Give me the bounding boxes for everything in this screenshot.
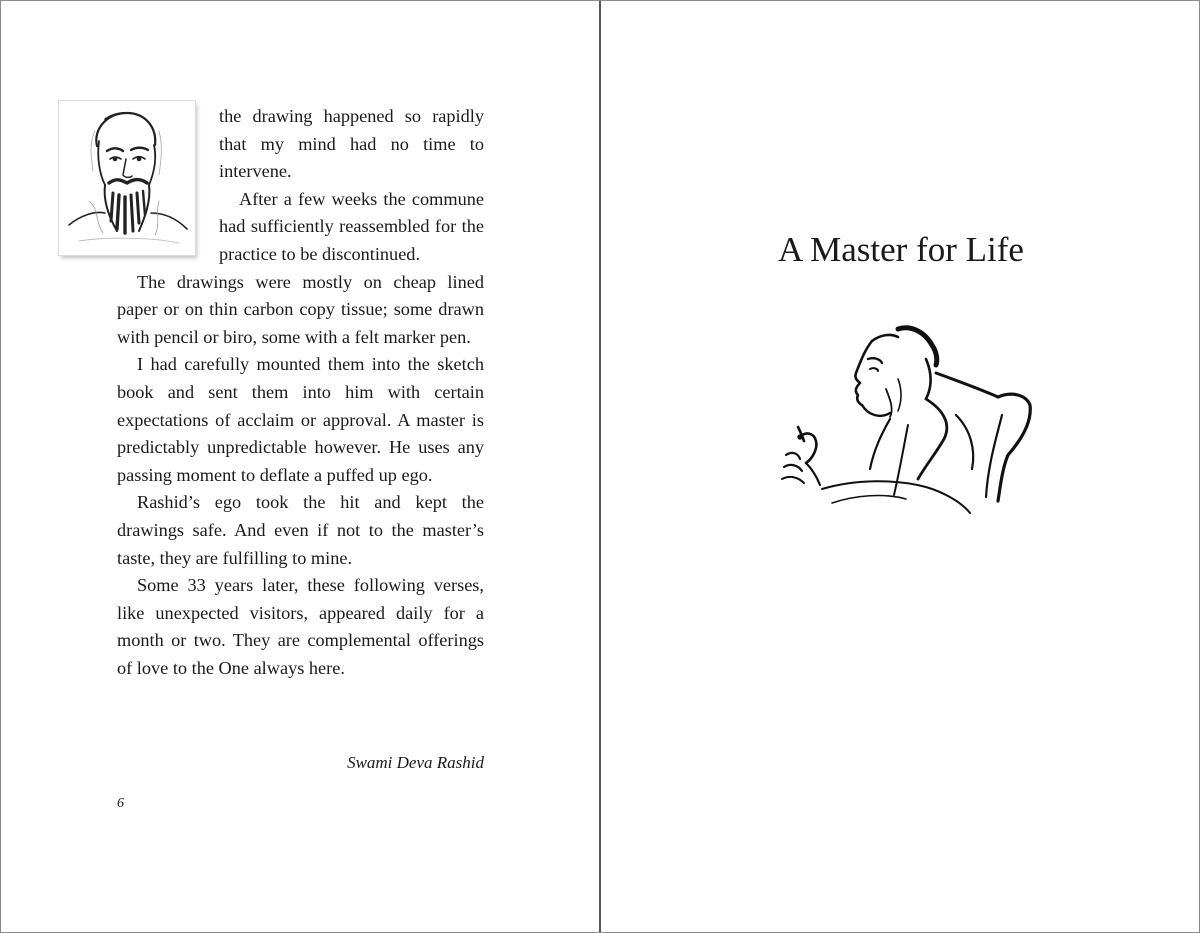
body-text (117, 103, 484, 682)
paragraph: The drawings were mostly on cheap lined paper or on thin carbon copy tissue; some drawn with pencil or biro, some with a felt marker pen. (117, 271, 484, 347)
page-number: 6 (117, 796, 124, 811)
master-ink-sketch-image (776, 319, 1036, 519)
paragraph: the drawing happened so rapidly that my mind had no time to intervene. (219, 106, 484, 182)
paragraph: Some 33 years later, these following verses, like unexpected visitors, appeared daily for a month or two. They are complemental offerings of love to the One always here. (117, 575, 484, 678)
left-page (1, 1, 599, 932)
author-signature: Swami Deva Rashid (347, 753, 484, 772)
seated-master-sketch-icon (776, 319, 1036, 519)
paragraph: After a few weeks the commune had sufficiently reassembled for the practice to be discontinued. (219, 188, 484, 264)
right-page (601, 1, 1199, 932)
portrait-wrap-spacer (117, 103, 219, 268)
paragraph: I had carefully mounted them into the sketch book and sent them into him with certain expectations of acclaim or approval. A master is predictably unpredictable however. He uses any passing moment to deflate a puffed up ego. (117, 354, 484, 485)
paragraph: Rashid’s ego took the hit and kept the drawings safe. And even if not to the master’s taste, they are fulfilling to mine. (117, 492, 484, 568)
chapter-title: A Master for Life (778, 230, 1024, 269)
